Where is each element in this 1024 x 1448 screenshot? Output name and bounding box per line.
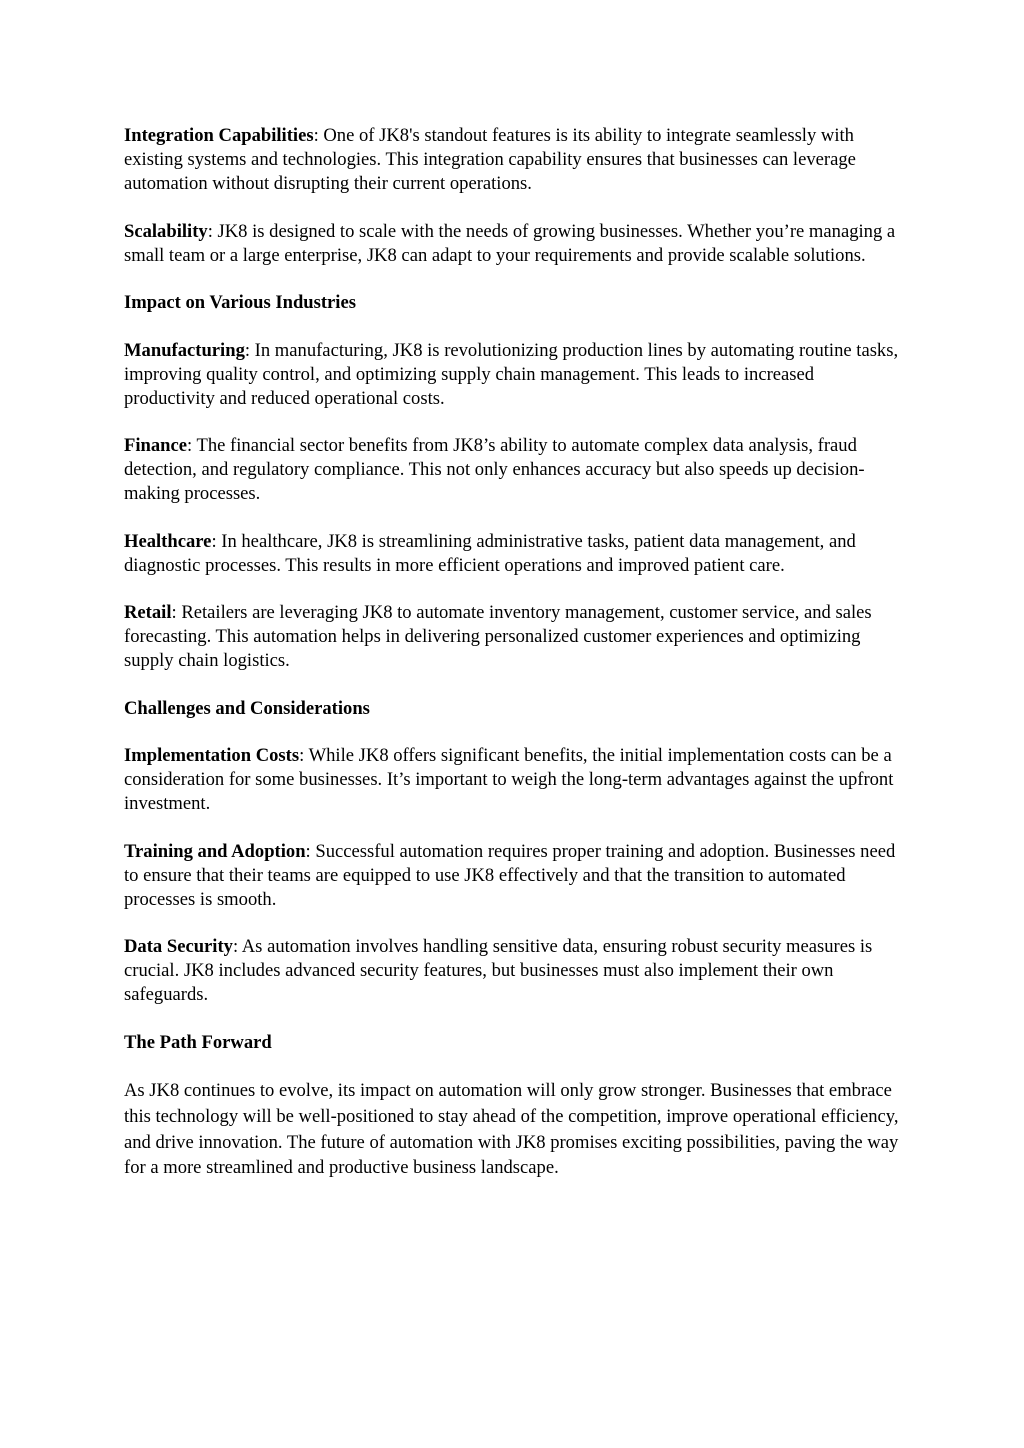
paragraph-text: : JK8 is designed to scale with the needs of growing businesses. Whether you’re managing a small team or a large enterprise, JK8 can adapt to your requirements and provide scalable solutions. <box>124 220 896 266</box>
term-finance: Finance <box>124 435 188 456</box>
term-data-security: Data Security <box>124 936 233 957</box>
paragraph-implementation-costs <box>124 744 904 816</box>
paragraph-text: : Successful automation requires proper training and adoption. Businesses need to ensure that their teams are equipped to use JK8 effectively and that the transition to automated processes is smooth. <box>124 840 896 910</box>
paragraph-path-forward: As JK8 continues to evolve, its impact on automation will only grow stronger. Businesses that embrace this technology will be well-positioned to stay ahead of the competition, improve operational efficiency, and drive innovation. The future of automation with JK8 promises exciting possibilities, paving the way for a more streamlined and productive business landscape. <box>124 1080 899 1179</box>
paragraph-finance <box>124 434 904 506</box>
paragraph-text: : While JK8 offers significant benefits, the initial implementation costs can be a consideration for some businesses. It’s important to weigh the long-term advantages against the upfront investment. <box>124 745 894 814</box>
term-scalability: Scalability <box>124 220 208 242</box>
paragraph-training-and-adoption <box>124 840 904 912</box>
term-manufacturing: Manufacturing <box>124 339 245 361</box>
paragraph-text: : In manufacturing, JK8 is revolutionizing production lines by automating routine tasks, improving quality control, and optimizing supply chain management. This leads to increased productivity and reduced operational costs. <box>124 339 899 409</box>
paragraph-integration-capabilities <box>124 124 904 196</box>
paragraph-text: : The financial sector benefits from JK8’s ability to automate complex data analysis, fraud detection, and regulatory compliance. This not only enhances accuracy but also speeds up decision-making processes. <box>124 435 865 504</box>
paragraph-text: : Retailers are leveraging JK8 to automate inventory management, customer service, and sales forecasting. This automation helps in delivering personalized customer experiences and optimizing supply chain logistics. <box>124 602 872 671</box>
paragraph-healthcare <box>124 530 904 578</box>
paragraph-text: : In healthcare, JK8 is streamlining administrative tasks, patient data management, and diagnostic processes. This results in more efficient operations and improved patient care. <box>124 530 856 576</box>
document-page <box>124 124 904 1205</box>
heading-impact-on-various-industries: Impact on Various Industries <box>124 292 356 313</box>
paragraph-retail <box>124 601 904 673</box>
paragraph-data-security <box>124 935 904 1007</box>
paragraph-scalability <box>124 220 904 268</box>
term-healthcare: Healthcare <box>124 530 212 552</box>
term-integration-capabilities: Integration Capabilities <box>124 125 314 146</box>
term-training-and-adoption: Training and Adoption <box>124 840 306 862</box>
term-retail: Retail <box>124 602 172 623</box>
paragraph-text: : One of JK8's standout features is its ability to integrate seamlessly with existing systems and technologies. This integration capability ensures that businesses can leverage automation without disrupting their current operations. <box>124 125 856 194</box>
paragraph-text: : As automation involves handling sensitive data, ensuring robust security measures is crucial. JK8 includes advanced security features, but businesses must also implement their own safeguards. <box>124 936 873 1005</box>
paragraph-manufacturing <box>124 339 904 411</box>
term-implementation-costs: Implementation Costs <box>124 745 300 766</box>
heading-challenges-and-considerations: Challenges and Considerations <box>124 697 370 719</box>
heading-the-path-forward: The Path Forward <box>124 1031 272 1053</box>
